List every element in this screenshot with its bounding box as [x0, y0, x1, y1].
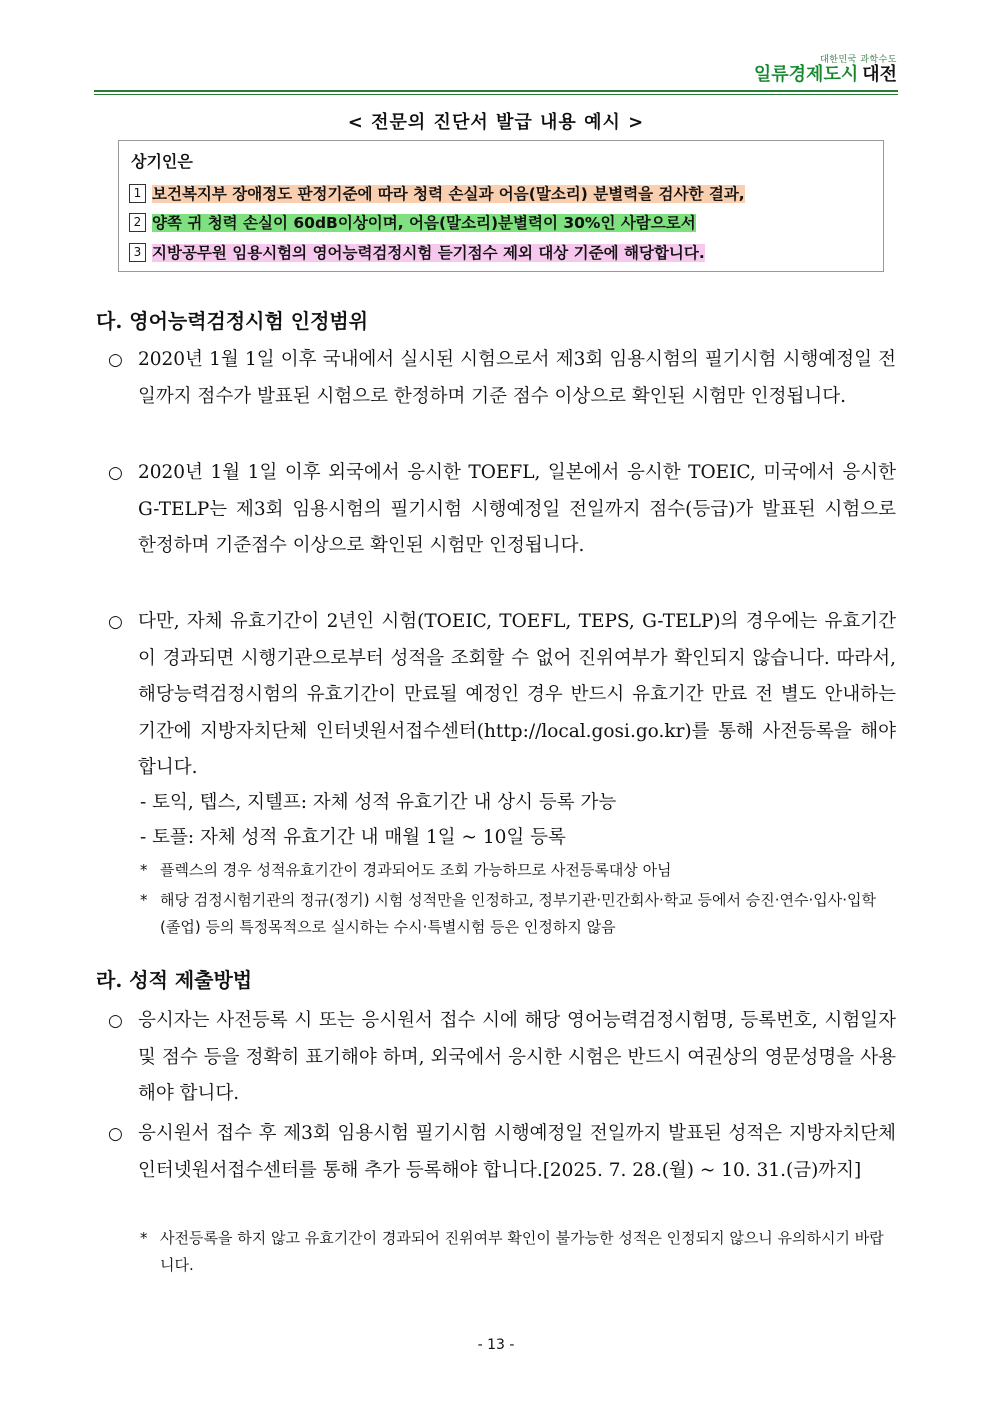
header-rule [94, 90, 898, 92]
note-text: 해당 검정시험기관의 정규(정기) 시험 성적만을 인정하고, 정부기관·민간회사·학교 등에서 승진·연수·입사·입학(졸업) 등의 특정목적으로 실시하는 수시·특별시험 등은 인정하지 않음 [160, 891, 877, 936]
number-box: 1 [129, 184, 146, 203]
asterisk-icon: * [140, 891, 148, 909]
section-d-paragraph-1: 응시자는 사전등록 시 또는 응시원서 접수 시에 해당 영어능력검정시험명, 등록번호, 시험일자 및 점수 등을 정확히 표기해야 하며, 외국에서 응시한 시험은 반드시 여권상의 영문성명을 사용해야 합니다. [138, 1010, 896, 1104]
logo-main-text: 일류경제도시 [753, 64, 859, 85]
dash-item-2: - 토플: 자체 성적 유효기간 내 매월 1일 ~ 10일 등록 [140, 827, 566, 848]
number-box: 2 [129, 213, 146, 232]
asterisk-icon: * [140, 1229, 148, 1247]
section-c-paragraph-1: 2020년 1월 1일 이후 국내에서 실시된 시험으로서 제3회 임용시험의 필기시험 시행예정일 전일까지 점수가 발표된 시험으로 한정하며 기준 점수 이상으로 확인된 시험만 인정됩니다. [138, 349, 896, 407]
example-line-text: 보건복지부 장애정도 판정기준에 따라 청력 손실과 어음(말소리) 분별력을 검사한 결과, [152, 185, 745, 203]
section-c-title: 다. 영어능력검정시험 인정범위 [96, 309, 369, 333]
section-d-paragraph-2: 응시원서 접수 후 제3회 임용시험 필기시험 시행예정일 전일까지 발표된 성적은 지방자치단체 인터넷원서접수센터를 통해 추가 등록해야 합니다.[2025. 7. 28.(월) ~ 10. 31.(금)까지] [138, 1123, 896, 1181]
section-c-paragraph-3: 다만, 자체 유효기간이 2년인 시험(TOEIC, TOEFL, TEPS, G-TELP)의 경우에는 유효기간이 경과되면 시행기관으로부터 성적을 조회할 수 없어 진위여부가 확인되지 않습니다. 따라서, 해당능력검정시험의 유효기간이 만료될 예정인 경우 반드시 유효기간 만료 전 별도 안내하는 기간에 지방자치단체 인터넷원서접수센터(http://local.gosi.go.kr)를 통해 사전등록을 해야 합니다. [138, 611, 896, 778]
bullet-icon: ○ [108, 463, 123, 483]
dash-item-1: - 토익, 텝스, 지텔프: 자체 성적 유효기간 내 상시 등록 가능 [140, 792, 617, 813]
example-line-text: 양쪽 귀 청력 손실이 60dB이상이며, 어음(말소리)분별력이 30%인 사람으로서 [152, 214, 696, 232]
header-rule-thin [94, 94, 898, 95]
city-logo [754, 52, 897, 85]
note-1 [140, 857, 896, 884]
example-line-1 [129, 181, 749, 207]
note-text: 사전등록을 하지 않고 유효기간이 경과되어 진위여부 확인이 불가능한 성적은 인정되지 않으니 유의하시기 바랍니다. [160, 1229, 884, 1274]
note-3 [140, 1225, 896, 1279]
example-line-text: 지방공무원 임용시험의 영어능력검정시험 듣기점수 제외 대상 기준에 해당합니다. [152, 244, 705, 262]
bullet-icon: ○ [108, 1011, 123, 1031]
example-line-3 [129, 240, 709, 266]
number-box: 3 [129, 243, 146, 262]
asterisk-icon: * [140, 861, 148, 879]
example-head: 상기인은 [131, 152, 193, 171]
logo-city-text: 대전 [862, 64, 897, 85]
example-box [118, 140, 884, 272]
section-d-title: 라. 성적 제출방법 [96, 968, 253, 992]
logo-tagline: 대한민국 과학수도 [820, 55, 897, 65]
section-c-paragraph-2: 2020년 1월 1일 이후 외국에서 응시한 TOEFL, 일본에서 응시한 TOEIC, 미국에서 응시한 G-TELP는 제3회 임용시험의 필기시험 시행예정일 전일까지 점수(등급)가 발표된 시험으로 한정하며 기준점수 이상으로 확인된 시험만 인정됩니다. [138, 462, 896, 556]
note-text: 플렉스의 경우 성적유효기간이 경과되어도 조회 가능하므로 사전등록대상 아님 [160, 861, 672, 879]
example-title: < 전문의 진단서 발급 내용 예시 > [347, 112, 645, 133]
bullet-icon: ○ [108, 612, 123, 632]
example-line-2 [129, 210, 700, 236]
bullet-icon: ○ [108, 350, 123, 370]
page-number: - 13 - [477, 1337, 515, 1353]
note-2 [140, 887, 896, 941]
bullet-icon: ○ [108, 1124, 123, 1144]
logo-wordmark [754, 65, 897, 85]
